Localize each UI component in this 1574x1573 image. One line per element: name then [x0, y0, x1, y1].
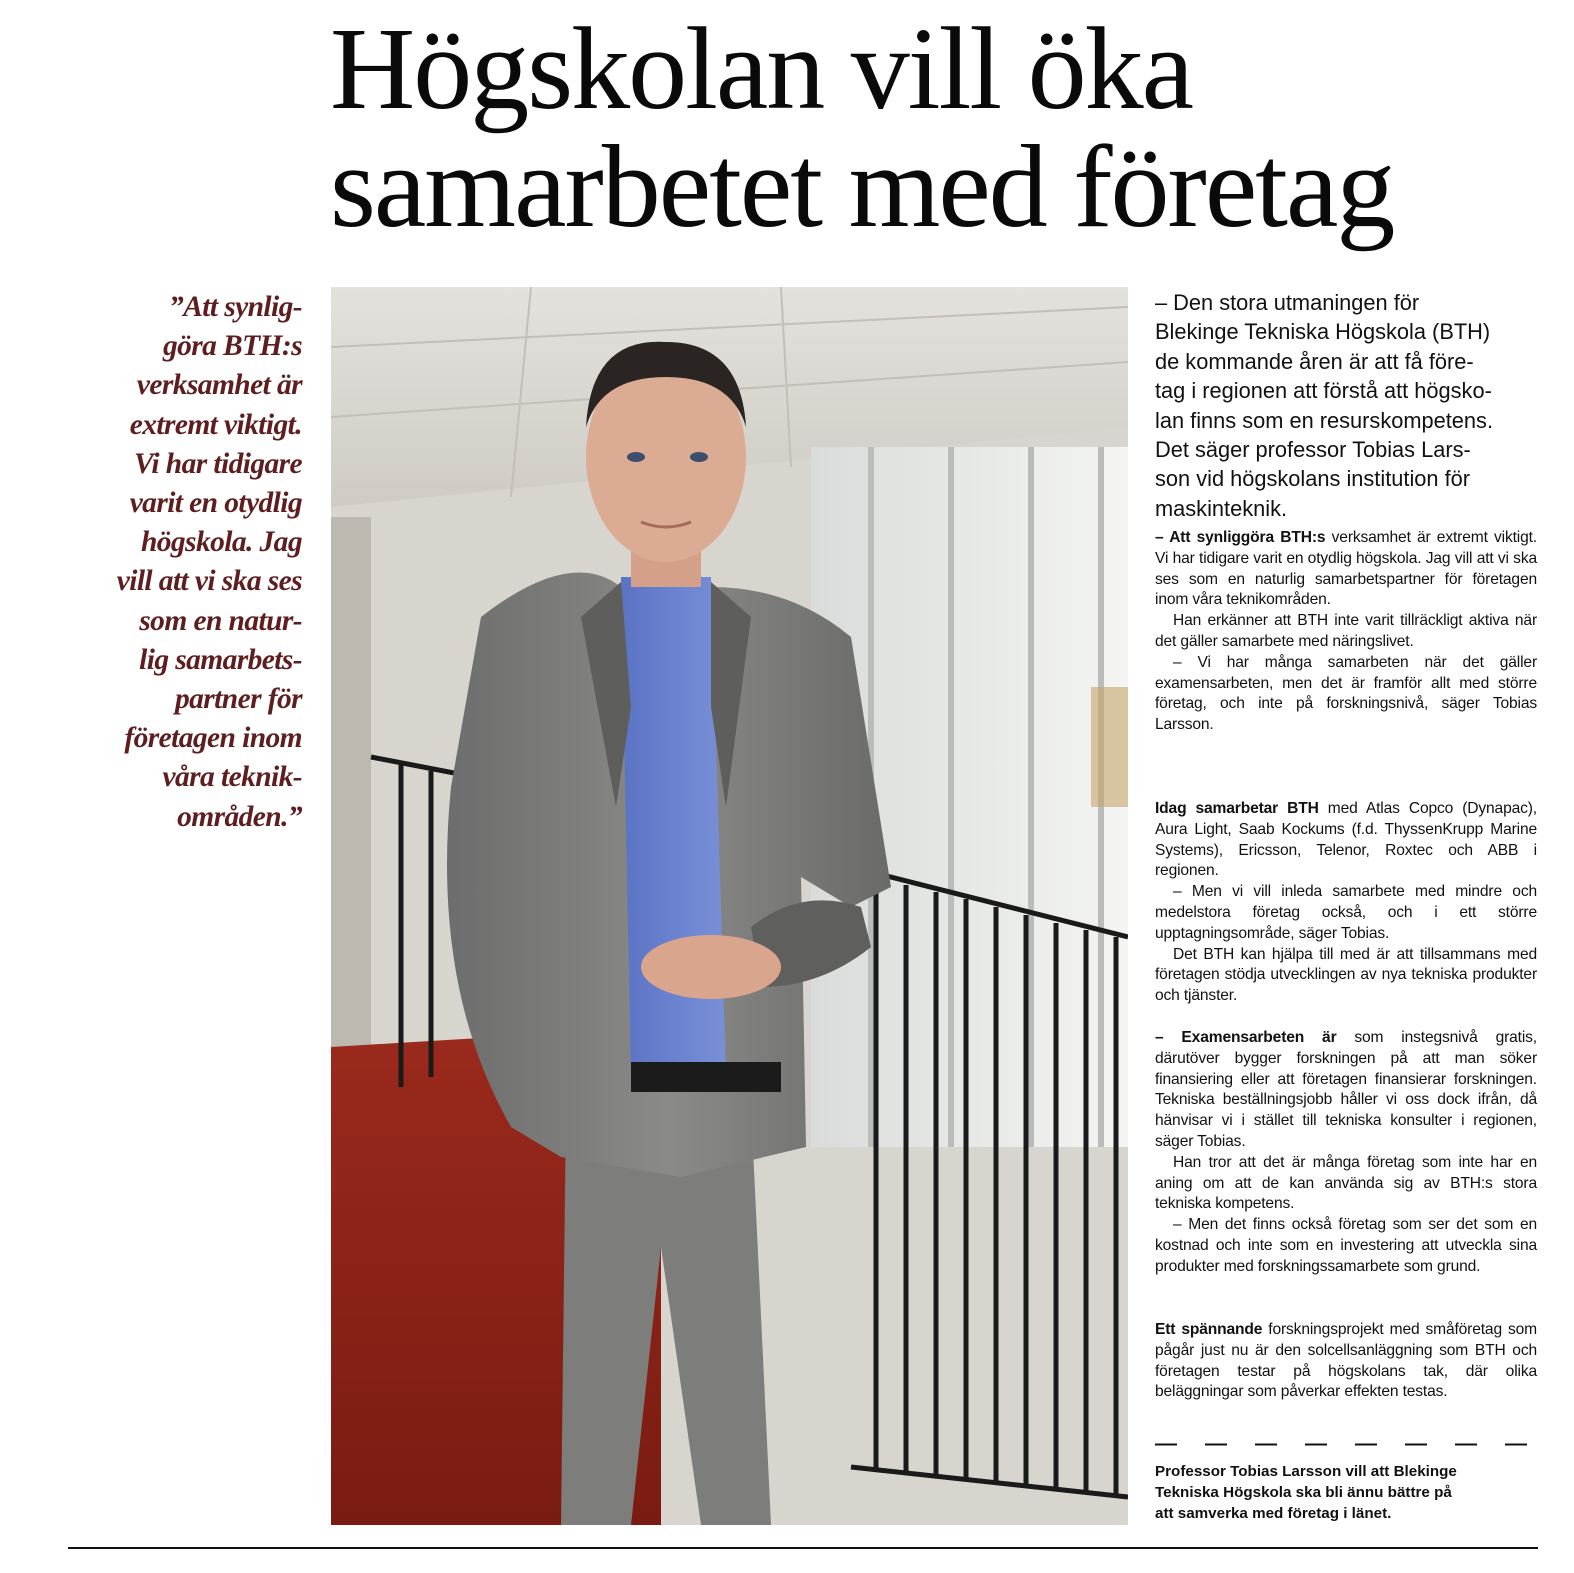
paragraph: – Men det finns också företag som ser det som en kostnad och inte som en investering att utveckla sina produkter med forskningssamarbete som grund.: [1155, 1216, 1537, 1275]
pull-quote-line: partner för: [175, 683, 302, 716]
caption-line: Professor Tobias Larsson vill att Blekinge: [1155, 1463, 1457, 1480]
headline-line-2: samarbetet med företag: [330, 121, 1394, 252]
lede-line: maskinteknik.: [1155, 495, 1288, 521]
headline: [330, 3, 1570, 252]
pull-quote-line: extremt viktigt.: [129, 408, 302, 441]
lede-line: Det säger professor Tobias Lars-: [1155, 437, 1471, 463]
paragraph: [1155, 1028, 1537, 1153]
portrait-illustration: [331, 287, 1128, 1525]
body-section-3: [1155, 1028, 1537, 1278]
run-in-lead: Ett spännande: [1155, 1321, 1263, 1338]
pull-quote-line: Vi har tidigare: [133, 447, 302, 480]
lede-line: lan finns som en resurskompetens.: [1155, 407, 1494, 433]
pull-quote-line: företagen inom: [124, 722, 302, 755]
pull-quote-line: göra BTH:s: [162, 330, 302, 363]
paragraph: [1155, 528, 1537, 611]
caption-line: att samverka med företag i länet.: [1155, 1504, 1392, 1522]
paragraph: – Men vi vill inleda samarbete med mindre och medelstora företag också, och i ett större upptagningsområde, säger Tobias.: [1155, 883, 1537, 942]
pull-quote-line: ”Att synlig-: [169, 291, 302, 323]
lede-line: son vid högskolans institution för: [1155, 466, 1471, 492]
paragraph: [1155, 799, 1537, 882]
bottom-rule: [68, 1547, 1538, 1549]
lede: [1155, 288, 1555, 523]
headline-line-1: Högskolan vill öka: [330, 3, 1193, 134]
paragraph: Han erkänner att BTH inte varit tillräckligt aktiva när det gäller samarbete med näringslivet.: [1155, 612, 1537, 650]
pull-quote-line: våra teknik-: [162, 761, 302, 794]
photo-caption: [1155, 1462, 1535, 1524]
lede-line: Blekinge Tekniska Högskola (BTH): [1155, 319, 1491, 345]
caption-line: Tekniska Högskola ska bli ännu bättre på: [1155, 1483, 1452, 1501]
run-in-lead: – Examensarbeten är: [1155, 1029, 1337, 1046]
paragraph-text: verksamhet är extremt viktigt. Vi har tidigare varit en otydlig högskola. Jag vill att vi ska ses som en naturlig samarbetspartner för företagen inom våra teknikområden.: [1155, 529, 1537, 609]
paragraph-text: som instegsnivå gratis, därutöver bygger forskningen på att man söker finansiering eller att företagen finansierar forskningen. Tekniska beställningsjobb håller vi oss dock ifrån, då hänvisar vi i stället till tekniska konsulter i regionen, säger Tobias.: [1155, 1029, 1537, 1150]
paragraph-text: med Atlas Copco (Dynapac), Aura Light, Saab Kockums (f.d. ThyssenKrupp Marine Systems), Ericsson, Telenor, Roxtec och ABB i regionen.: [1155, 800, 1537, 880]
paragraph: – Vi har många samarbeten när det gäller examensarbeten, men det är framför allt med större företag, och inte på forskningsnivå, säger Tobias Larsson.: [1155, 653, 1537, 734]
pull-quote-line: högskola. Jag: [140, 526, 302, 559]
lede-line: – Den stora utmaningen för: [1155, 290, 1420, 315]
pull-quote-line: som en natur-: [139, 604, 302, 637]
run-in-lead: Idag samarbetar BTH: [1155, 800, 1319, 817]
paragraph: [1155, 1320, 1537, 1403]
pull-quote-line: varit en otydlig: [129, 487, 302, 520]
paragraph-text: forskningsprojekt med småföretag som pågår just nu är den solcellsanläggning som BTH och företagen testar på högskolans tak, där olika beläggningar som påverkar effekten testas.: [1155, 1321, 1537, 1401]
portrait-photo: [331, 287, 1128, 1525]
lede-line: tag i regionen att förstå att högsko-: [1155, 378, 1492, 404]
caption-divider: [1155, 1443, 1527, 1446]
pull-quote-line: verksamhet är: [136, 369, 302, 402]
body-section-1: [1155, 528, 1537, 736]
paragraph: Han tror att det är många företag som inte har en aning om att de kan använda sig av BTH:s stora tekniska kompetens.: [1155, 1153, 1537, 1213]
pull-quote-line: lig samarbets-: [139, 643, 302, 676]
pull-quote-line: vill att vi ska ses: [116, 565, 302, 598]
pull-quote: [60, 288, 302, 837]
body-section-2: [1155, 799, 1537, 1007]
lede-line: de kommande åren är att få före-: [1155, 348, 1474, 374]
run-in-lead: – Att synliggöra BTH:s: [1155, 529, 1326, 546]
body-section-4: [1155, 1320, 1537, 1403]
pull-quote-line: områden.”: [177, 800, 302, 833]
paragraph: Det BTH kan hjälpa till med är att tillsammans med företagen stödja utvecklingen av nya tekniska produkter och tjänster.: [1155, 945, 1537, 1005]
